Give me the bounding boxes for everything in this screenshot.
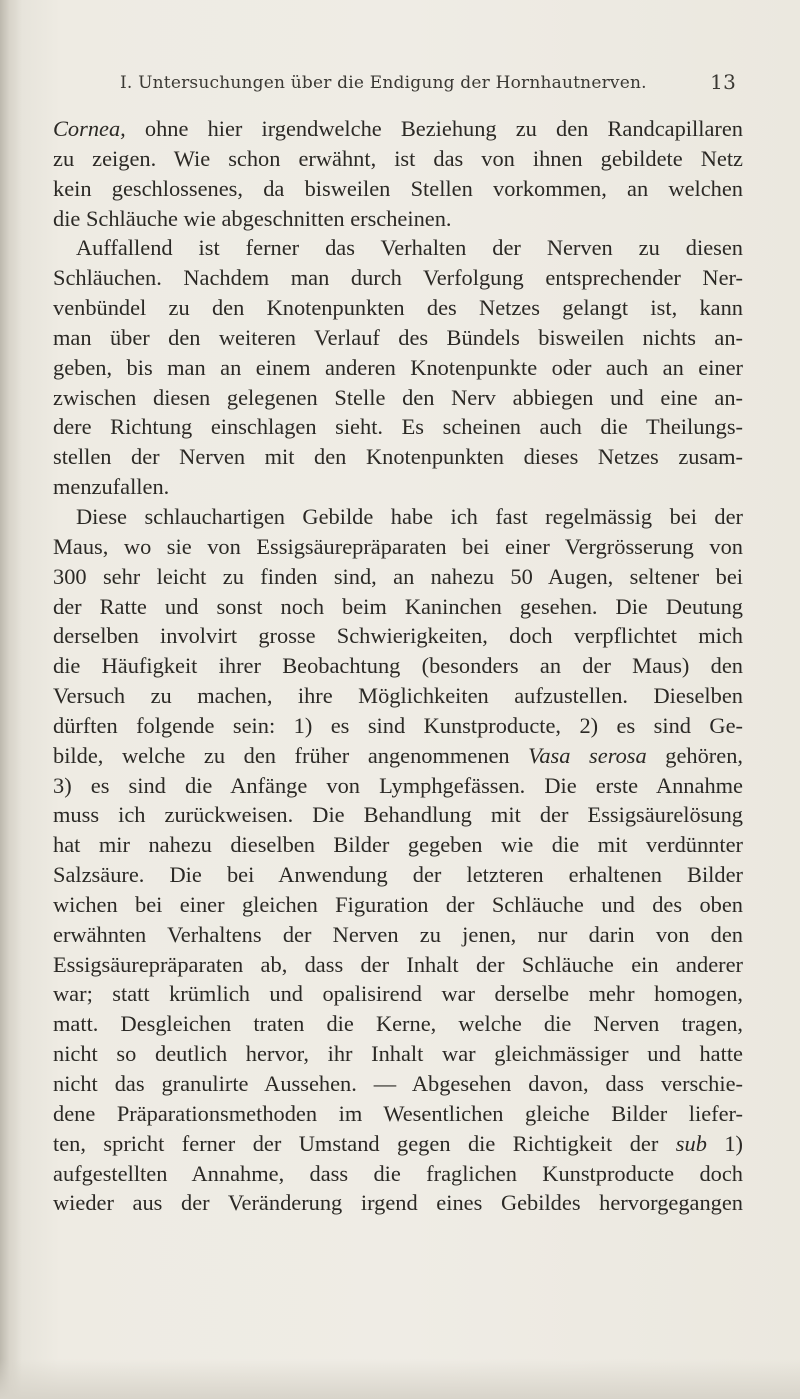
text-line — [53, 920, 743, 950]
text-line — [53, 532, 743, 562]
page-header — [120, 70, 736, 103]
page-number: 13 — [710, 70, 736, 94]
text-line — [53, 263, 743, 293]
text-run: Diese schlauchartigen Gebilde habe ich fast regelmässig bei der — [76, 503, 743, 529]
italic-term: Vasa serosa — [528, 742, 647, 768]
page-gutter-shadow — [0, 0, 22, 1399]
text-run: 3) es sind die Anfänge von Lymphgefässen. Die erste Annahme — [53, 772, 743, 798]
text-run: aufgestellten Annahme, dass die fraglichen Kunstproducte doch — [53, 1160, 743, 1186]
text-line — [53, 114, 743, 144]
text-run: zu zeigen. Wie schon erwähnt, ist das von ihnen gebildete Netz — [53, 145, 743, 171]
text-line — [53, 1129, 743, 1159]
text-line — [53, 472, 743, 502]
text-run: Auffallend ist ferner das Verhalten der Nerven zu diesen — [76, 235, 743, 261]
text-run: ohne hier irgendwelche Beziehung zu den Randcapillaren — [125, 116, 743, 141]
text-line — [53, 1099, 743, 1129]
text-run: matt. Desgleichen traten die Kerne, welche die Nerven tragen, — [53, 1011, 743, 1037]
text-run: wichen bei einer gleichen Figuration der Schläuche und des oben — [53, 891, 743, 917]
text-run: die Häufigkeit ihrer Beobachtung (besonders an der Maus) den — [53, 653, 743, 679]
text-line — [53, 860, 743, 890]
text-run: muss ich zurückweisen. Die Behandlung mit der Essigsäurelösung — [53, 802, 743, 828]
text-run: erwähnten Verhaltens der Nerven zu jenen, nur darin von den — [53, 921, 743, 947]
text-run: derselben involvirt grosse Schwierigkeiten, doch verpflichtet mich — [53, 623, 743, 649]
text-line — [53, 741, 743, 771]
text-line — [53, 830, 743, 860]
text-line — [53, 950, 743, 980]
text-line — [53, 1009, 743, 1039]
text-line — [53, 800, 743, 830]
text-line — [53, 621, 743, 651]
running-title: I. Untersuchungen über die Endigung der Hornhautnerven. — [120, 73, 647, 93]
text-line — [53, 1159, 743, 1189]
text-run: zwischen diesen gelegenen Stelle den Nerv abbiegen und eine an- — [53, 384, 743, 410]
text-run: venbündel zu den Knotenpunkten des Netzes gelangt ist, kann — [53, 295, 743, 321]
text-line — [53, 174, 743, 204]
text-run: Essigsäurepräparaten ab, dass der Inhalt der Schläuche ein anderer — [53, 951, 743, 977]
text-run: 300 sehr leicht zu finden sind, an nahezu 50 Augen, seltener bei — [53, 563, 743, 589]
text-run: kein geschlossenes, da bisweilen Stellen vorkommen, an welchen — [53, 175, 743, 201]
text-run: dere Richtung einschlagen sieht. Es scheinen auch die Theilungs- — [53, 414, 743, 440]
text-line — [53, 502, 743, 532]
text-run: man über den weiteren Verlauf des Bündels bisweilen nichts an- — [53, 324, 743, 350]
text-line — [53, 711, 743, 741]
text-line — [53, 1069, 743, 1099]
italic-term: sub — [675, 1130, 707, 1156]
text-run: dene Präparationsmethoden im Wesentlichen gleiche Bilder liefer- — [53, 1100, 743, 1126]
text-line — [53, 592, 743, 622]
text-run: nicht das granulirte Aussehen. — Abgesehen davon, dass verschie- — [53, 1071, 743, 1096]
text-line — [53, 979, 743, 1009]
text-line — [53, 353, 743, 383]
text-run: nicht so deutlich hervor, ihr Inhalt war gleichmässiger und hatte — [53, 1041, 743, 1067]
text-line — [53, 144, 743, 174]
text-run: menzufallen. — [53, 474, 170, 500]
text-line — [53, 771, 743, 801]
text-line — [53, 204, 743, 234]
text-run: die Schläuche wie abgeschnitten erscheinen. — [53, 205, 452, 231]
italic-term: Cornea, — [53, 116, 126, 141]
text-line — [53, 323, 743, 353]
body-text — [53, 114, 743, 1218]
text-line — [53, 681, 743, 711]
text-line — [53, 651, 743, 681]
text-line — [53, 1039, 743, 1069]
text-run: dürften folgende sein: 1) es sind Kunstproducte, 2) es sind Ge- — [53, 712, 743, 738]
text-line — [53, 442, 743, 472]
text-run: gehören, — [646, 742, 743, 768]
text-run: wieder aus der Veränderung irgend eines Gebildes hervorgegangen — [53, 1190, 743, 1216]
page-bottom-shadow — [0, 1359, 800, 1399]
text-run: Salzsäure. Die bei Anwendung der letzteren erhaltenen Bilder — [53, 862, 743, 888]
text-run: 1) — [706, 1130, 743, 1156]
text-line — [53, 412, 743, 442]
text-line — [53, 383, 743, 413]
text-run: Versuch zu machen, ihre Möglichkeiten aufzustellen. Dieselben — [53, 683, 743, 709]
text-run: Schläuchen. Nachdem man durch Verfolgung entsprechender Ner- — [53, 265, 743, 291]
text-line — [53, 293, 743, 323]
text-run: war; statt krümlich und opalisirend war derselbe mehr homogen, — [53, 981, 743, 1007]
text-run: bilde, welche zu den früher angenommenen — [53, 742, 529, 768]
text-line — [53, 562, 743, 592]
text-run: geben, bis man an einem anderen Knotenpunkte oder auch an einer — [53, 354, 743, 380]
text-run: hat mir nahezu dieselben Bilder gegeben wie die mit verdünnter — [53, 832, 743, 858]
text-line — [53, 1188, 743, 1218]
text-run: der Ratte und sonst noch beim Kaninchen gesehen. Die Deutung — [53, 593, 743, 619]
text-line — [53, 233, 743, 263]
text-run: stellen der Nerven mit den Knotenpunkten dieses Netzes zusam- — [53, 444, 743, 470]
text-run: Maus, wo sie von Essigsäurepräparaten bei einer Vergrösserung von — [53, 533, 743, 559]
text-line — [53, 890, 743, 920]
text-run: ten, spricht ferner der Umstand gegen die Richtigkeit der — [53, 1130, 676, 1156]
